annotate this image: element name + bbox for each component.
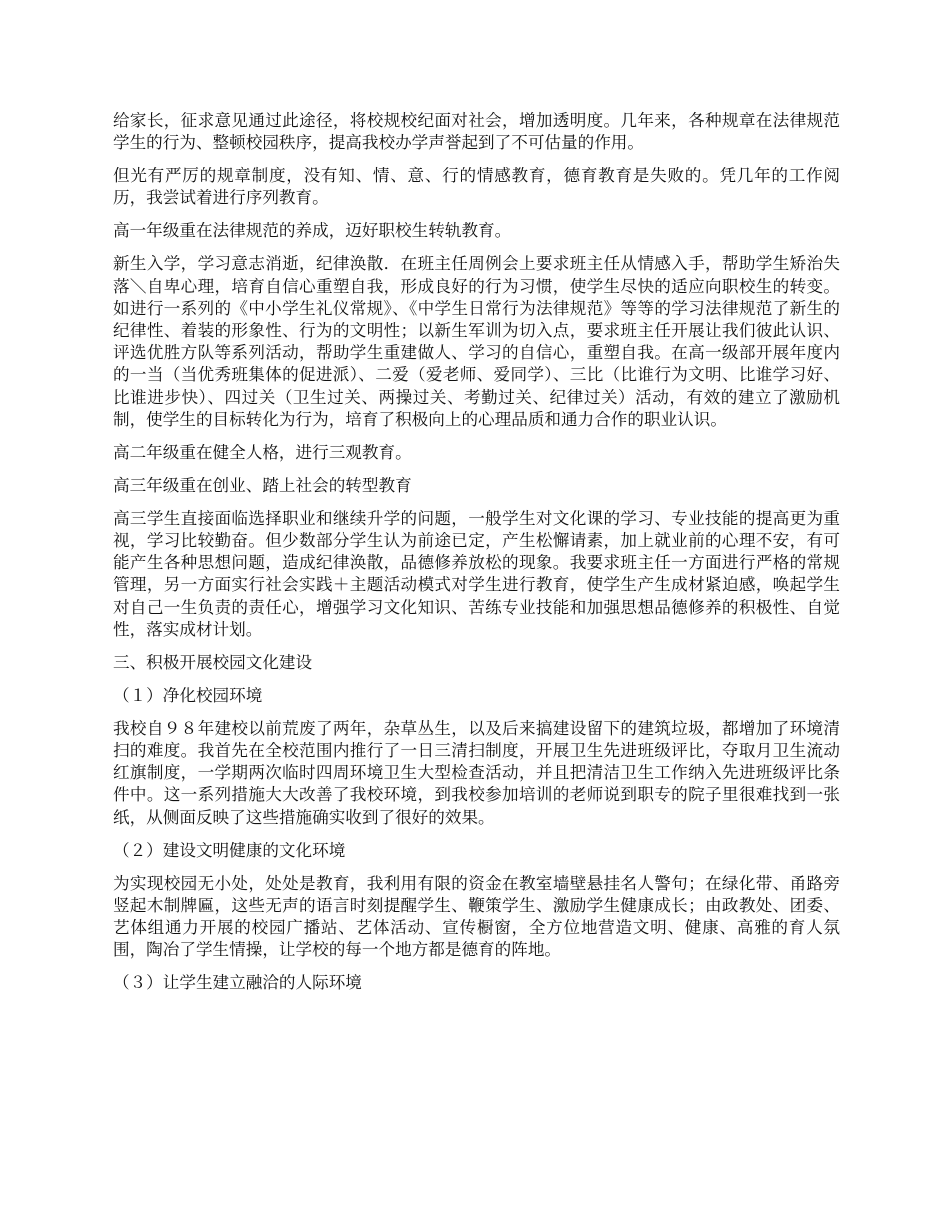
document-body — [113, 110, 840, 1005]
paragraph-grade1-body: 新生入学，学习意志消逝，纪律涣散．在班主任周例会上要求班主任从情感入手，帮助学生矫治失落＼自卑心理，培育自信心重塑自我，形成良好的行为习惯，使学生尽快的适应向职校生的转变。如进行一系列的《中小学生礼仪常规》、《中学生日常行为法律规范》等等的学习法律规范了新生的纪律性、着装的形象性、行为的文明性；以新生军训为切入点，要求班主任开展让我们彼此认识、评选优胜方队等系列活动，帮助学生重建做人、学习的自信心，重塑自我。在高一级部开展年度内的一当（当优秀班集体的促进派）、二爱（爱老师、爱同学）、三比（比谁行为文明、比谁学习好、比谁进步快）、四过关（卫生过关、两操过关、考勤过关、纪律过关）活动，有效的建立了激励机制，使学生的目标转化为行为，培育了积极向上的心理品质和通力合作的职业认识。 — [113, 254, 840, 429]
paragraph-grade1-heading: 高一年级重在法律规范的养成，迈好职校生转轨教育。 — [113, 221, 512, 241]
paragraph-clean-environment: 我校自９８年建校以前荒废了两年，杂草丛生，以及后来搞建设留下的建筑垃圾，都增加了环境清扫的难度。我首先在全校范围内推行了一日三清扫制度，开展卫生先进班级评比，夺取月卫生流动红旗制度，一学期两次临时四周环境卫生大型检查活动，并且把清洁卫生工作纳入先进班级评比条件中。这一系列措施大大改善了我校环境，到我校参加培训的老师说到职专的院子里很难找到一张纸，从侧面反映了这些措施确实收到了很好的效果。 — [113, 718, 840, 827]
section-heading-campus-culture: 三、积极开展校园文化建设 — [113, 652, 313, 672]
subheading-interpersonal-environment: （３）让学生建立融洽的人际环境 — [113, 973, 362, 993]
paragraph-continuation: 给家长，征求意见通过此途径，将校规校纪面对社会，增加透明度。几年来，各种规章在法律规范学生的行为、整顿校园秩序，提高我校办学声誉起到了不可估量的作用。 — [113, 111, 840, 153]
paragraph-cultural-environment: 为实现校园无小处，处处是教育，我利用有限的资金在教室墙壁悬挂名人警句；在绿化带、甬路旁竖起木制牌匾，这些无声的语言时刻提醒学生、鞭策学生、激励学生健康成长；由政教处、团委、艺体组通力开展的校园广播站、艺体活动、宣传橱窗，全方位地营造文明、健康、高雅的育人氛围，陶冶了学生情操，让学校的每一个地方都是德育的阵地。 — [113, 873, 840, 960]
paragraph-grade3-heading: 高三年级重在创业、踏上社会的转型教育 — [113, 475, 412, 495]
subheading-clean-environment: （１）净化校园环境 — [113, 685, 263, 705]
paragraph-grade3-body: 高三学生直接面临选择职业和继续升学的问题，一般学生对文化课的学习、专业技能的提高更为重视，学习比较勤奋。但少数部分学生认为前途已定，产生松懈请素，加上就业前的心理不安，有可能产生各种思想问题，造成纪律涣散，品德修养放松的现象。我要求班主任一方面进行严格的常规管理，另一方面实行社会实践＋主题活动模式对学生进行教育，使学生产生成材紧迫感，唤起学生对自己一生负责的责任心，增强学习文化知识、苦练专业技能和加强思想品德修养的积极性、自觉性，落实成材计划。 — [113, 508, 840, 639]
paragraph-grade2-heading: 高二年级重在健全人格，进行三观教育。 — [113, 442, 412, 462]
subheading-cultural-environment: （２）建设文明健康的文化环境 — [113, 840, 346, 860]
paragraph-sequence-education: 但光有严厉的规章制度，没有知、情、意、行的情感教育，德育教育是失败的。凭几年的工作阅历，我尝试着进行序列教育。 — [113, 166, 840, 208]
